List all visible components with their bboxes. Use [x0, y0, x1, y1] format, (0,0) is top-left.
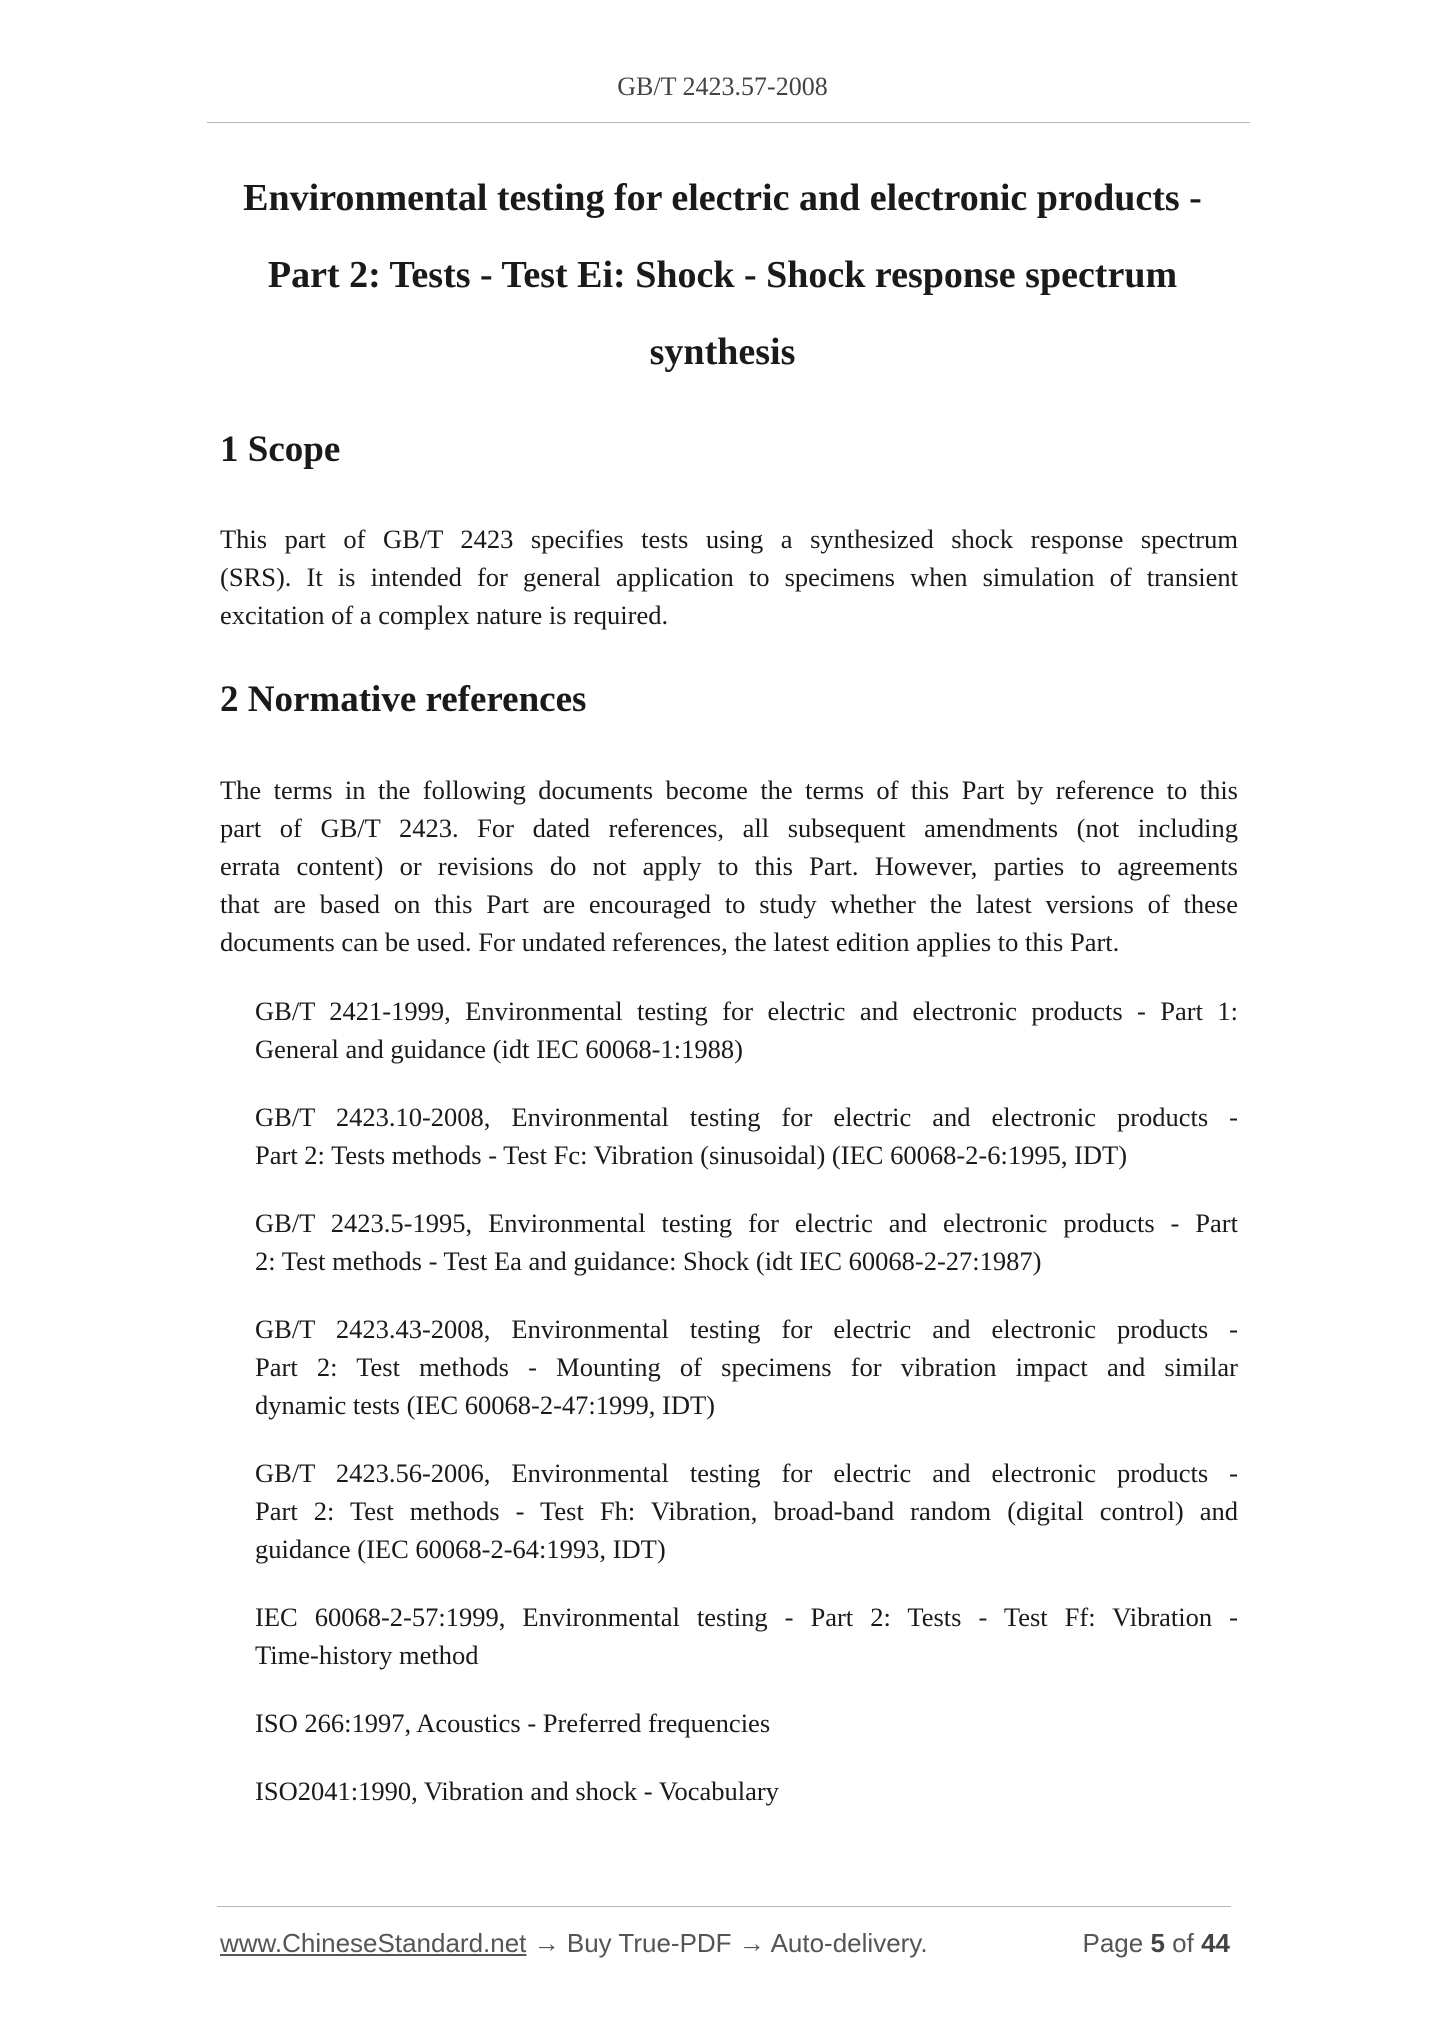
footer-tagline: → Buy True-PDF → Auto-delivery. — [526, 1928, 928, 1958]
reference-item — [255, 1772, 1238, 1810]
current-page: 5 — [1150, 1928, 1165, 1958]
footer-divider — [217, 1906, 1231, 1907]
text-line: GB/T 2423.10-2008, Environmental testing for electric and electronic products - — [255, 1102, 1238, 1132]
reference-item — [255, 1704, 1238, 1742]
text-line: Part 2: Test methods - Mounting of specimens for vibration impact and similar — [255, 1352, 1238, 1382]
text-line: GB/T 2423.5-1995, Environmental testing for electric and electronic products - Part — [255, 1208, 1238, 1238]
text-line: ISO2041:1990, Vibration and shock - Vocabulary — [255, 1776, 779, 1806]
text-line: that are based on this Part are encouraged to study whether the latest versions of these — [220, 889, 1238, 919]
text-line: 2: Test methods - Test Ea and guidance: Shock (idt IEC 60068-2-27:1987) — [255, 1246, 1042, 1276]
page-word: Page — [1082, 1928, 1144, 1958]
text-line: (SRS). It is intended for general application to specimens when simulation of transient — [220, 562, 1238, 592]
reference-item — [255, 1454, 1238, 1568]
reference-list — [255, 992, 1238, 1840]
text-line: GB/T 2423.56-2006, Environmental testing for electric and electronic products - — [255, 1458, 1238, 1488]
title-line: synthesis — [649, 331, 796, 373]
normative-references-paragraph — [220, 771, 1238, 961]
website-link[interactable]: www.ChineseStandard.net — [220, 1928, 527, 1958]
title-line: Part 2: Tests - Test Ei: Shock - Shock response spectrum — [267, 254, 1178, 296]
text-line: Part 2: Tests methods - Test Fc: Vibration (sinusoidal) (IEC 60068-2-6:1995, IDT) — [255, 1140, 1128, 1170]
text-line: The terms in the following documents become the terms of this Part by reference to this — [220, 775, 1238, 805]
document-title — [200, 160, 1245, 391]
text-line: errata content) or revisions do not apply to this Part. However, parties to agreements — [220, 851, 1238, 881]
text-line: GB/T 2423.43-2008, Environmental testing for electric and electronic products - — [255, 1314, 1238, 1344]
reference-item — [255, 1098, 1238, 1174]
text-line: dynamic tests (IEC 60068-2-47:1999, IDT) — [255, 1390, 715, 1420]
reference-item — [255, 1310, 1238, 1424]
text-line: part of GB/T 2423. For dated references, all subsequent amendments (not including — [220, 813, 1238, 843]
header-divider — [207, 122, 1250, 123]
reference-item — [255, 1598, 1238, 1674]
text-line: IEC 60068-2-57:1999, Environmental testing - Part 2: Tests - Test Ff: Vibration - — [255, 1602, 1238, 1632]
text-line: guidance (IEC 60068-2-64:1993, IDT) — [255, 1534, 666, 1564]
text-line: ISO 266:1997, Acoustics - Preferred frequencies — [255, 1708, 771, 1738]
of-word: of — [1172, 1928, 1194, 1958]
page-indicator — [1082, 1928, 1230, 1959]
text-line: This part of GB/T 2423 specifies tests using a synthesized shock response spectrum — [220, 524, 1238, 554]
text-line: Time-history method — [255, 1640, 479, 1670]
reference-item — [255, 992, 1238, 1068]
text-line: excitation of a complex nature is required. — [220, 600, 669, 630]
page-footer — [220, 1928, 1230, 1959]
title-line: Environmental testing for electric and electronic products - — [243, 177, 1202, 219]
text-line: Part 2: Test methods - Test Fh: Vibration, broad-band random (digital control) and — [255, 1496, 1238, 1526]
text-line: General and guidance (idt IEC 60068-1:1988) — [255, 1034, 743, 1064]
total-pages: 44 — [1201, 1928, 1230, 1958]
scope-paragraph — [220, 520, 1238, 634]
text-line: documents can be used. For undated references, the latest edition applies to this Part. — [220, 927, 1120, 957]
section-heading-normative-references: 2 Normative references — [220, 679, 587, 720]
section-heading-scope: 1 Scope — [220, 429, 341, 470]
text-line: GB/T 2421-1999, Environmental testing for electric and electronic products - Part 1: — [255, 996, 1238, 1026]
running-header: GB/T 2423.57-2008 — [617, 72, 828, 101]
reference-item — [255, 1204, 1238, 1280]
